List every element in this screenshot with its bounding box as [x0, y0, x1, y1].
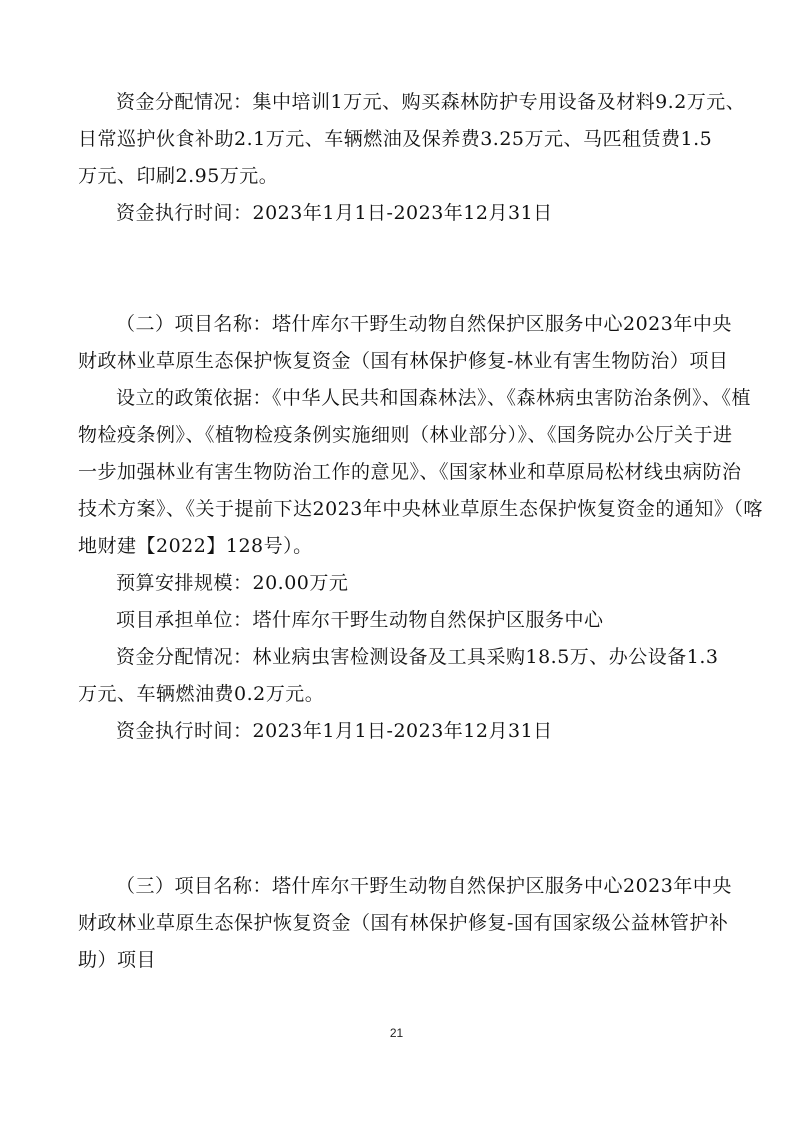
page-number: 21 [389, 1026, 404, 1040]
policy-basis-line-1: 设立的政策依据：《中华人民共和国森林法》、《森林病虫害防治条例》、《植 [116, 387, 752, 409]
funds-allocation-line-2: 日常巡护伙食补助2.1万元、车辆燃油及保养费3.25万元、马匹租赁费1.5 [78, 128, 713, 150]
policy-basis-line-3: 一步加强林业有害生物防治工作的意见》、《国家林业和草原局松材线虫病防治 [78, 461, 742, 483]
section-three-title-line-1: （三）项目名称：塔什库尔干野生动物自然保护区服务中心2023年中央 [116, 875, 732, 897]
funds-allocation-line-3: 万元、印刷2.95万元。 [78, 165, 279, 187]
section-two-execution-time: 资金执行时间：2023年1月1日-2023年12月31日 [116, 720, 553, 742]
policy-basis-line-2: 物检疫条例》、《植物检疫条例实施细则（林业部分）》、《国务院办公厅关于进 [78, 424, 733, 446]
section-three-title-line-3: 助）项目 [78, 949, 157, 971]
execution-time: 资金执行时间：2023年1月1日-2023年12月31日 [116, 202, 553, 224]
policy-basis-line-5: 地财建【2022】128号）。 [78, 535, 313, 557]
undertaking-unit: 项目承担单位：塔什库尔干野生动物自然保护区服务中心 [116, 609, 604, 631]
section-two-title-line-2: 财政林业草原生态保护恢复资金（国有林保护修复-林业有害生物防治）项目 [78, 350, 729, 372]
section-two-funds-line-2: 万元、车辆燃油费0.2万元。 [78, 683, 325, 705]
funds-allocation-line-1: 资金分配情况：集中培训1万元、购买森林防护专用设备及材料9.2万元、 [116, 91, 746, 113]
policy-basis-line-4: 技术方案》、《关于提前下达2023年中央林业草原生态保护恢复资金的通知》（喀 [78, 498, 763, 520]
section-two-title-line-1: （二）项目名称：塔什库尔干野生动物自然保护区服务中心2023年中央 [116, 313, 732, 335]
section-two-funds-line-1: 资金分配情况：林业病虫害检测设备及工具采购18.5万、办公设备1.3 [116, 646, 719, 668]
section-three-title-line-2: 财政林业草原生态保护恢复资金（国有林保护修复-国有国家级公益林管护补 [78, 912, 729, 934]
budget-scale: 预算安排规模：20.00万元 [116, 572, 349, 594]
